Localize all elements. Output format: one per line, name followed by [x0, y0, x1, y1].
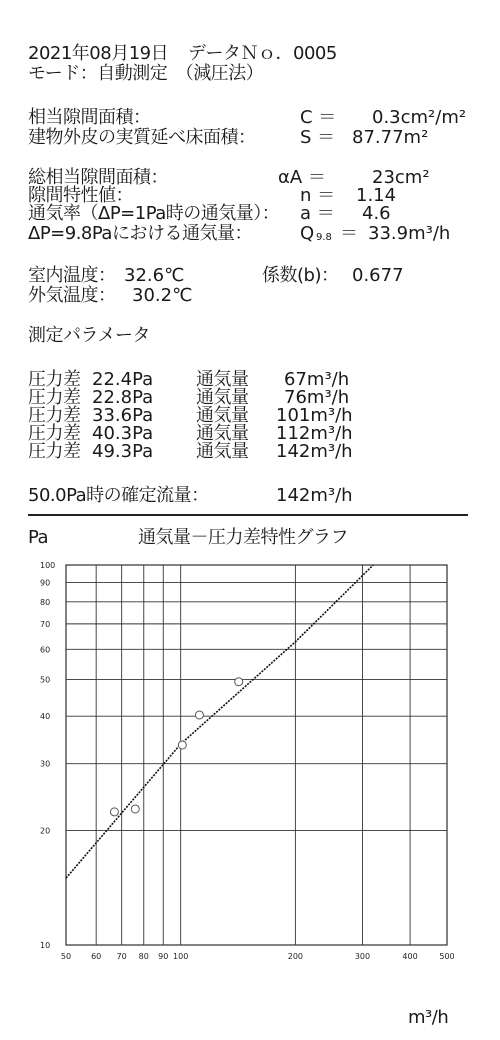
c-label: 相当隙間面積：	[28, 107, 151, 128]
alpha-a-symbol: αA ＝	[278, 167, 326, 188]
flow-label: 通気量	[196, 369, 249, 390]
c-value: 0.3cm²/m²	[372, 107, 467, 128]
x-tick-label: 300	[354, 952, 371, 961]
x-axis-label: m³/h	[408, 1007, 449, 1028]
data-number: データＮｏ．0005	[188, 43, 337, 64]
flow-label: 通気量	[196, 405, 249, 426]
pressure-diff-label: 圧力差	[28, 423, 81, 444]
y-tick-label: 30	[40, 759, 51, 769]
indoor-temp-label: 室内温度：	[28, 265, 116, 286]
flow-value: 76m³/h	[284, 387, 350, 408]
data-points	[110, 678, 242, 816]
x-tick-label: 400	[402, 952, 418, 961]
y-tick-labels	[40, 561, 55, 950]
confirmed-flow-value: 142m³/h	[276, 485, 353, 506]
s-symbol: S ＝	[300, 127, 336, 148]
a-label: 通気率（ΔP=1Pa時の通気量）：	[28, 203, 280, 224]
confirmed-flow-label: 50.0Pa時の確定流量：	[28, 485, 209, 506]
y-tick-label: 90	[40, 578, 51, 588]
y-tick-label: 10	[40, 941, 51, 950]
s-label: 建物外皮の実質延べ床面積：	[28, 127, 256, 148]
x-tick-label: 90	[158, 952, 169, 961]
q-symbol: Q	[300, 223, 315, 244]
chart-grid	[66, 565, 447, 945]
pressure-diff-value: 33.6Pa	[92, 405, 154, 426]
q-label: ΔP=9.8Paにおける通気量：	[28, 223, 252, 244]
data-point	[110, 808, 118, 816]
y-tick-label: 70	[40, 619, 51, 629]
x-tick-label: 200	[287, 952, 304, 961]
x-tick-label: 100	[173, 952, 189, 961]
pressure-diff-label: 圧力差	[28, 369, 81, 390]
pressure-flow-chart	[0, 555, 500, 995]
flow-value: 112m³/h	[276, 423, 353, 444]
y-tick-label: 20	[40, 826, 51, 836]
fit-line	[66, 565, 373, 878]
plot-frame	[66, 565, 447, 945]
x-tick-label: 50	[60, 952, 72, 961]
alpha-a-value: 23cm²	[372, 167, 430, 188]
pressure-diff-label: 圧力差	[28, 441, 81, 462]
data-point	[235, 678, 243, 686]
flow-label: 通気量	[196, 423, 249, 444]
y-tick-label: 60	[40, 645, 51, 655]
pressure-diff-label: 圧力差	[28, 387, 81, 408]
pressure-diff-value: 40.3Pa	[92, 423, 154, 444]
flow-value: 67m³/h	[284, 369, 350, 390]
data-point	[178, 741, 186, 749]
params-title: 測定パラメータ	[28, 325, 150, 346]
s-value: 87.77m²	[352, 127, 429, 148]
pressure-diff-label: 圧力差	[28, 405, 81, 426]
pressure-diff-value: 22.8Pa	[92, 387, 154, 408]
pressure-diff-value: 22.4Pa	[92, 369, 154, 390]
n-value: 1.14	[356, 185, 397, 206]
x-tick-labels	[61, 952, 455, 961]
outdoor-temp-value: 30.2℃	[132, 285, 193, 306]
indoor-temp-value: 32.6℃	[124, 265, 185, 286]
outdoor-temp-label: 外気温度：	[28, 285, 116, 306]
flow-label: 通気量	[196, 387, 249, 408]
y-tick-label: 40	[40, 712, 51, 722]
x-tick-label: 70	[116, 952, 127, 961]
measurement-mode: モード：自動測定 （減圧法）	[28, 63, 264, 84]
y-tick-label: 50	[40, 675, 51, 685]
data-point	[195, 711, 203, 719]
n-label: 隙間特性値：	[28, 185, 133, 206]
y-tick-label: 100	[40, 561, 56, 570]
chart-title: 通気量－圧力差特性グラフ	[138, 527, 348, 548]
y-axis-label: Pa	[28, 527, 49, 548]
x-tick-label: 80	[138, 952, 149, 961]
fit-line-path	[66, 565, 373, 878]
q-value: 33.9m³/h	[368, 223, 451, 244]
flow-value: 101m³/h	[276, 405, 353, 426]
alpha-a-label: 総相当隙間面積：	[28, 167, 168, 188]
q-equals: ＝	[340, 223, 358, 244]
divider	[28, 514, 468, 516]
q-subscript: 9.8	[316, 232, 332, 243]
pressure-diff-value: 49.3Pa	[92, 441, 154, 462]
x-tick-label: 60	[91, 952, 102, 961]
c-symbol: C ＝	[300, 107, 337, 128]
coefficient-label: 係数(b)：	[262, 265, 339, 286]
a-value: 4.6	[362, 203, 391, 224]
flow-label: 通気量	[196, 441, 249, 462]
flow-value: 142m³/h	[276, 441, 353, 462]
data-point	[131, 805, 139, 813]
x-tick-label: 500	[439, 952, 455, 961]
measurement-date: 2021年08月19日	[28, 43, 169, 64]
coefficient-value: 0.677	[352, 265, 404, 286]
n-symbol: n ＝	[300, 185, 336, 206]
y-tick-label: 80	[40, 597, 51, 607]
a-symbol: a ＝	[300, 203, 335, 224]
